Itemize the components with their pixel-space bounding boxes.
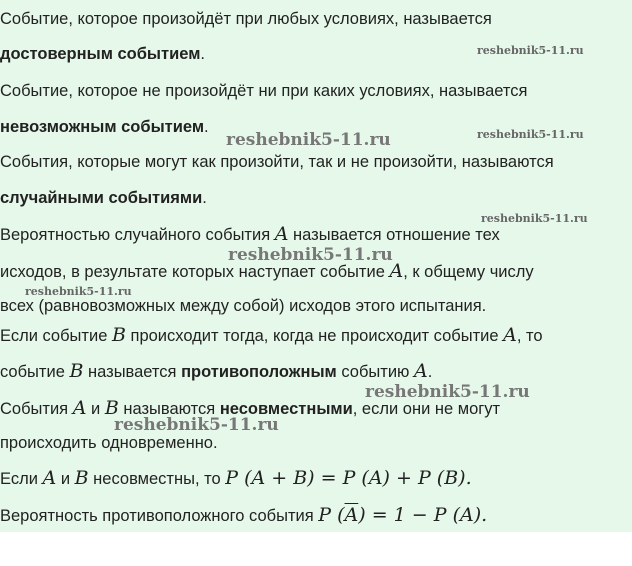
text: . xyxy=(200,45,206,63)
text: называется xyxy=(83,363,182,381)
text: исходов, в результате которых наступает событие xyxy=(0,263,390,281)
term-certain-event xyxy=(0,44,205,64)
bold-term: случайными событиями xyxy=(0,189,203,207)
text: событие xyxy=(0,363,70,381)
math-variable: A xyxy=(414,360,428,382)
formula-part: P ( xyxy=(318,504,345,526)
text: , если они не могут xyxy=(352,400,501,418)
math-variable: A xyxy=(72,397,87,419)
watermark: reshebnik5-11.ru xyxy=(365,382,530,402)
definition-random-event xyxy=(0,152,554,172)
opposite-event-line-1 xyxy=(0,325,543,346)
text: . xyxy=(202,189,207,207)
definition-impossible-event xyxy=(0,81,527,101)
math-variable: B xyxy=(74,467,89,489)
bold-term: противоположным xyxy=(181,363,337,381)
math-variable: A xyxy=(389,260,404,282)
text: Событие, которое не произойдёт ни при каких условиях, называется xyxy=(0,82,528,100)
probability-definition-line-1 xyxy=(0,224,500,245)
overlined-variable: $\overline{A}$ xyxy=(344,504,359,526)
watermark: reshebnik5-11.ru xyxy=(481,212,588,225)
text: и xyxy=(86,400,105,418)
definition-certain-event xyxy=(0,9,492,29)
math-variable: B xyxy=(111,324,126,346)
addition-formula: P (A + B) = P (A) + P (B). xyxy=(225,467,472,489)
math-variable: B xyxy=(69,360,84,382)
text: . xyxy=(427,363,433,381)
text: Вероятность противоположного события xyxy=(0,507,319,525)
text: называются xyxy=(118,400,220,418)
incompatible-events-line-2 xyxy=(0,433,218,453)
watermark: reshebnik5-11.ru xyxy=(477,44,584,57)
probability-definition-line-3 xyxy=(0,296,486,316)
addition-rule xyxy=(0,468,472,489)
opposite-event-line-2 xyxy=(0,361,432,382)
watermark: reshebnik5-11.ru xyxy=(25,285,132,298)
bold-term: несовместными xyxy=(219,400,353,418)
text: Если событие xyxy=(0,327,112,345)
text: События, которые могут как произойти, так и не произойти, называются xyxy=(0,153,554,171)
text: несовместны, то xyxy=(88,470,226,488)
text: . xyxy=(204,118,209,136)
text: , то xyxy=(516,327,543,345)
term-random-event xyxy=(0,188,207,208)
watermark: reshebnik5-11.ru xyxy=(226,130,391,150)
watermark: reshebnik5-11.ru xyxy=(228,245,393,265)
text: называется отношение тех xyxy=(288,226,500,244)
opposite-probability-rule xyxy=(0,505,487,526)
text: Событие, которое произойдёт при любых условиях, называется xyxy=(0,10,492,28)
text: всех (равновозможных между собой) исходов этого испытания. xyxy=(0,297,487,315)
watermark: reshebnik5-11.ru xyxy=(114,415,279,435)
text: Вероятностью случайного события xyxy=(0,226,275,244)
term-impossible-event xyxy=(0,117,209,137)
formula-part: ) = 1 − P (A). xyxy=(358,504,488,526)
text: событию xyxy=(336,363,414,381)
text: происходит тогда, когда не происходит событие xyxy=(125,327,504,345)
bold-term: невозможным событием xyxy=(0,118,205,136)
text: Если xyxy=(0,470,43,488)
bold-term: достоверным событием xyxy=(0,45,201,63)
text: События xyxy=(0,400,73,418)
math-variable: A xyxy=(274,223,289,245)
math-variable: A xyxy=(503,324,517,346)
text: и xyxy=(56,470,75,488)
math-variable: B xyxy=(104,397,119,419)
math-variable: A xyxy=(42,467,57,489)
text: происходить одновременно. xyxy=(0,434,218,452)
watermark: reshebnik5-11.ru xyxy=(477,128,584,141)
text: , к общему числу xyxy=(403,263,534,281)
